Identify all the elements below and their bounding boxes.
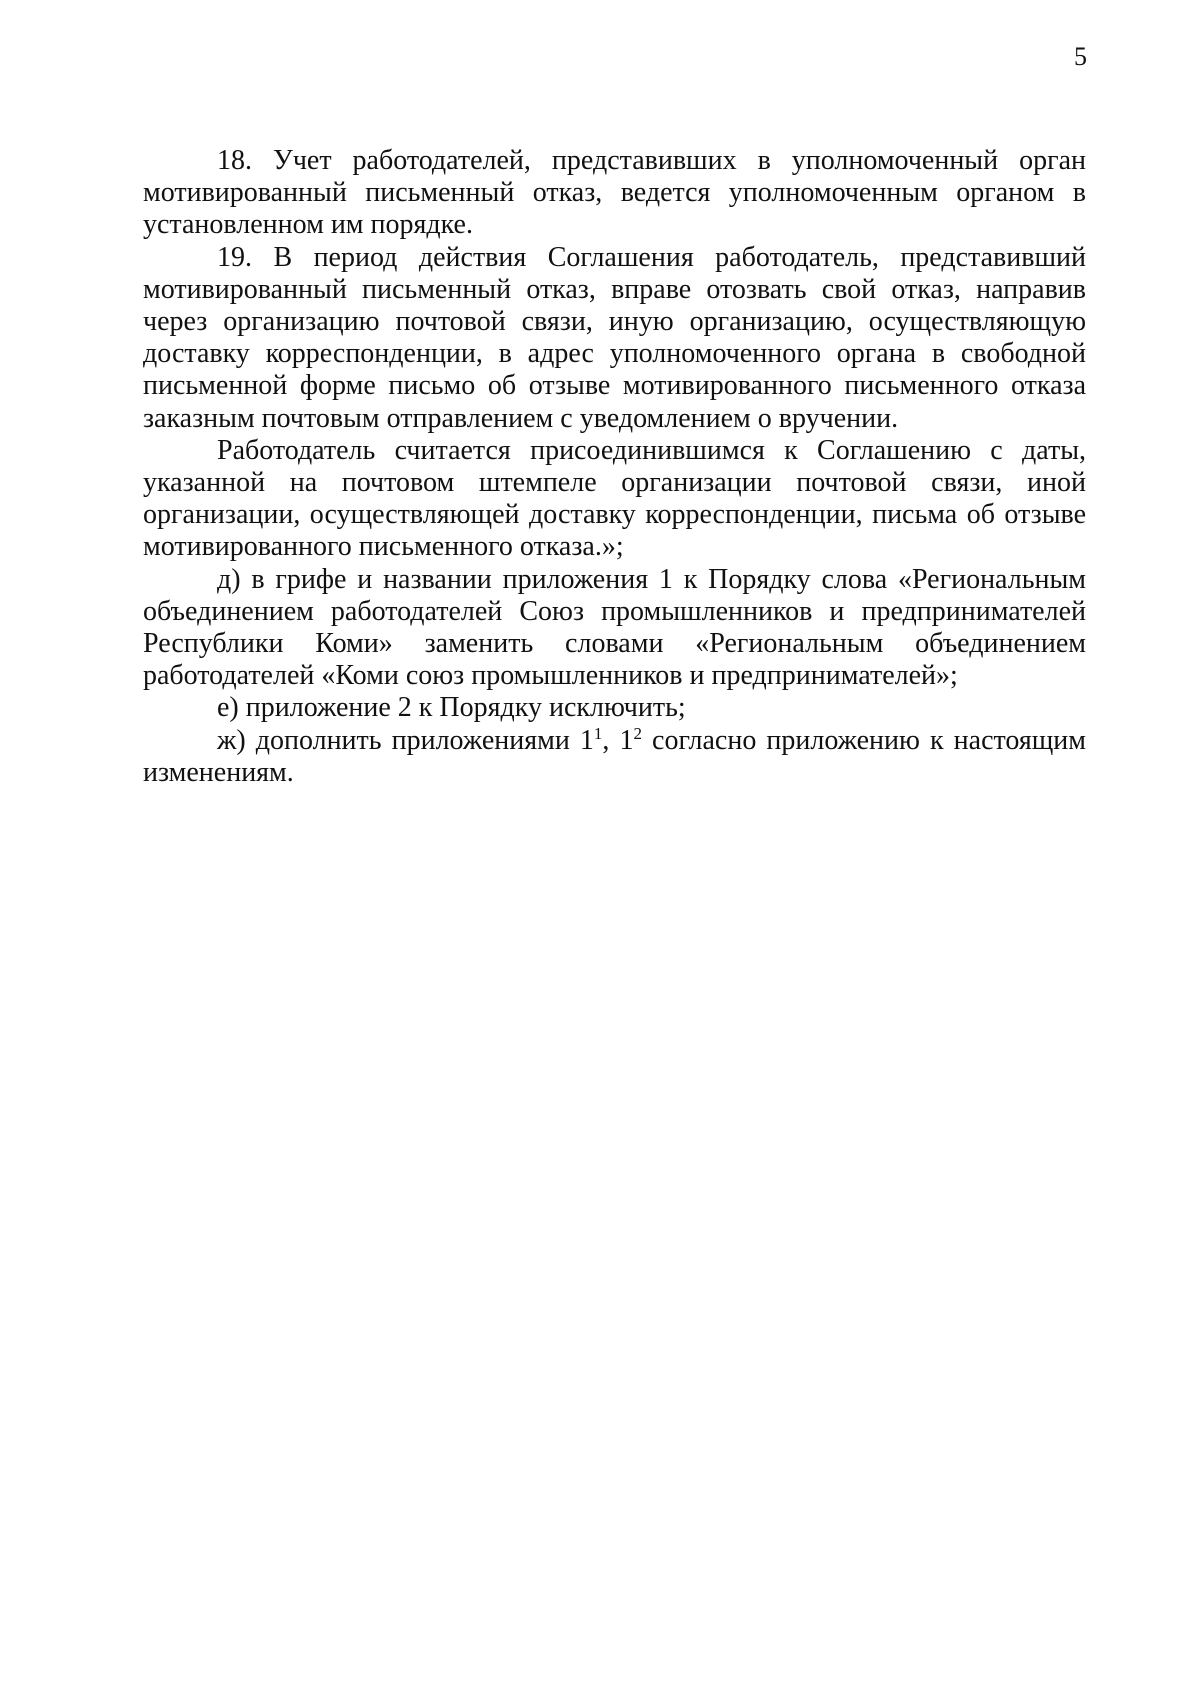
paragraph-zh-mid: , 1 <box>602 724 634 756</box>
paragraph-18: 18. Учет работодателей, представивших в уполномоченный орган мотивированный письменный отказ, ведется уполномоченным органом в установленном им порядке. <box>143 145 1086 241</box>
paragraph-zh-suffix: согласно приложению к настоящим изменениям. <box>143 724 1086 788</box>
paragraph-zh <box>143 725 1086 789</box>
superscript-1: 1 <box>593 723 603 743</box>
paragraph-19-continuation: Работодатель считается присоединившимся к Соглашению с даты, указанной на почтовом штемпеле организации почтовой связи, иной организации, осуществляющей доставку корреспонденции, письма об отзыве мотивированного письменного отказа.»; <box>143 434 1086 563</box>
page-number: 5 <box>1074 42 1087 71</box>
paragraph-19: 19. В период действия Соглашения работодатель, представивший мотивированный письменный отказ, вправе отозвать свой отказ, направив через организацию почтовой связи, иную организацию, осуществляющую доставку корреспонденции, в адрес уполномоченного органа в свободной письменной форме письмо об отзыве мотивированного письменного отказа заказным почтовым отправлением с уведомлением о вручении. <box>143 241 1086 434</box>
paragraph-e: е) приложение 2 к Порядку исключить; <box>217 692 686 724</box>
paragraph-zh-prefix: ж) дополнить приложениями 1 <box>217 724 594 756</box>
paragraph-d: д) в грифе и названии приложения 1 к Порядку слова «Региональным объединением работодателей Союз промышленников и предпринимателей Республики Коми» заменить словами «Региональным объединением работодателей «Коми союз промышленников и предпринимателей»; <box>143 563 1086 692</box>
document-body <box>143 145 1086 789</box>
superscript-2: 2 <box>633 723 642 743</box>
